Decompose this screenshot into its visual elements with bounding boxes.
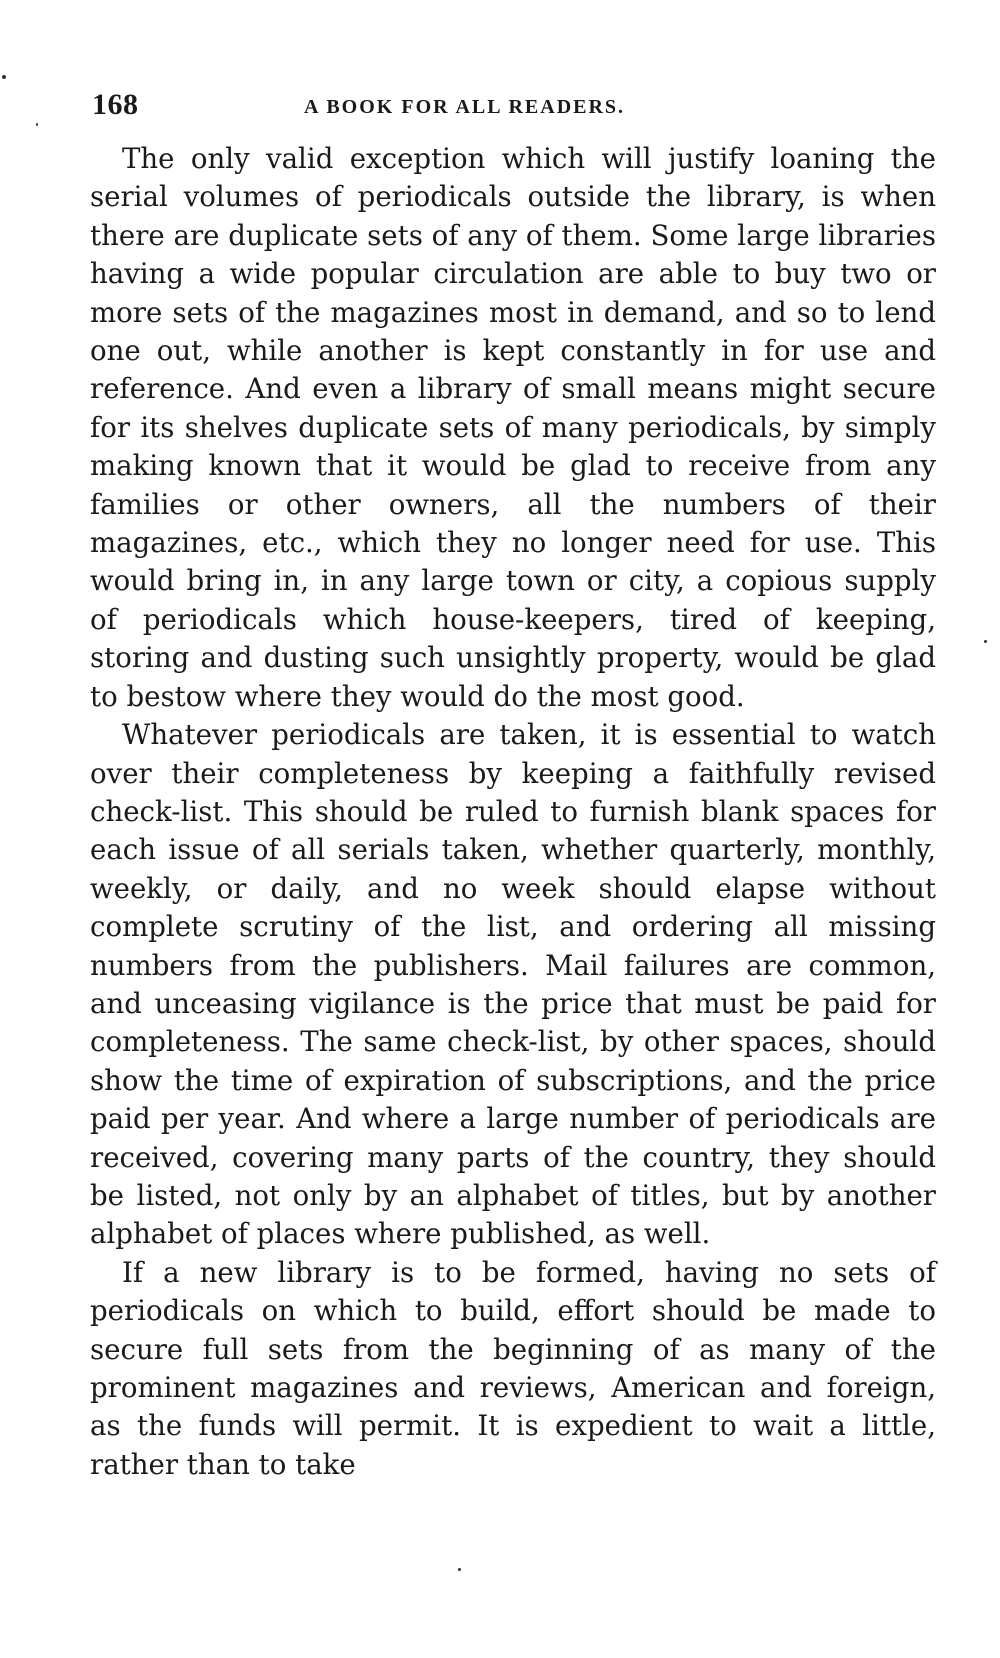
scan-speck [458,1568,461,1571]
page-number: 168 [92,88,139,121]
scan-speck [984,640,987,643]
scan-speck [36,123,38,126]
running-head: A BOOK FOR ALL READERS. [304,96,626,118]
paragraph-2: Whatever periodicals are taken, it is essential to watch over their completeness by keeping a faithfully revised check-list. This should be ruled to furnish blank spaces for each issue of all serials taken, whether quarterly, monthly, weekly, or daily, and no week should elapse without complete scrutiny of the list, and ordering all missing numbers from the publishers. Mail failures are common, and unceasing vigilance is the price that must be paid for completeness. The same check-list, by other spaces, should show the time of expiration of subscriptions, and the price paid per year. And where a large number of periodicals are received, covering many parts of the country, they should be listed, not only by an alphabet of titles, but by another alphabet of places where published, as well. [90,718,936,1251]
page-header [92,88,934,128]
body-text [90,140,936,1484]
scan-speck [2,75,6,79]
paragraph-3: If a new library is to be formed, having no sets of periodicals on which to build, effort should be made to secure full sets from the beginning of as many of the prominent magazines and reviews, American and foreign, as the funds will permit. It is expedient to wait a little, rather than to take [90,1255,936,1481]
paragraph-1: The only valid exception which will justify loaning the serial volumes of periodicals outside the library, is when there are duplicate sets of any of them. Some large libraries having a wide popular circulation are able to buy two or more sets of the magazines most in demand, and so to lend one out, while another is kept constantly in for use and reference. And even a library of small means might secure for its shelves duplicate sets of many periodicals, by simply making known that it would be glad to receive from any families or other owners, all the numbers of their magazines, etc., which they no longer need for use. This would bring in, in any large town or city, a copious supply of periodicals which house-keepers, tired of keeping, storing and dusting such unsightly property, would be glad to bestow where they would do the most good. [90,142,936,713]
